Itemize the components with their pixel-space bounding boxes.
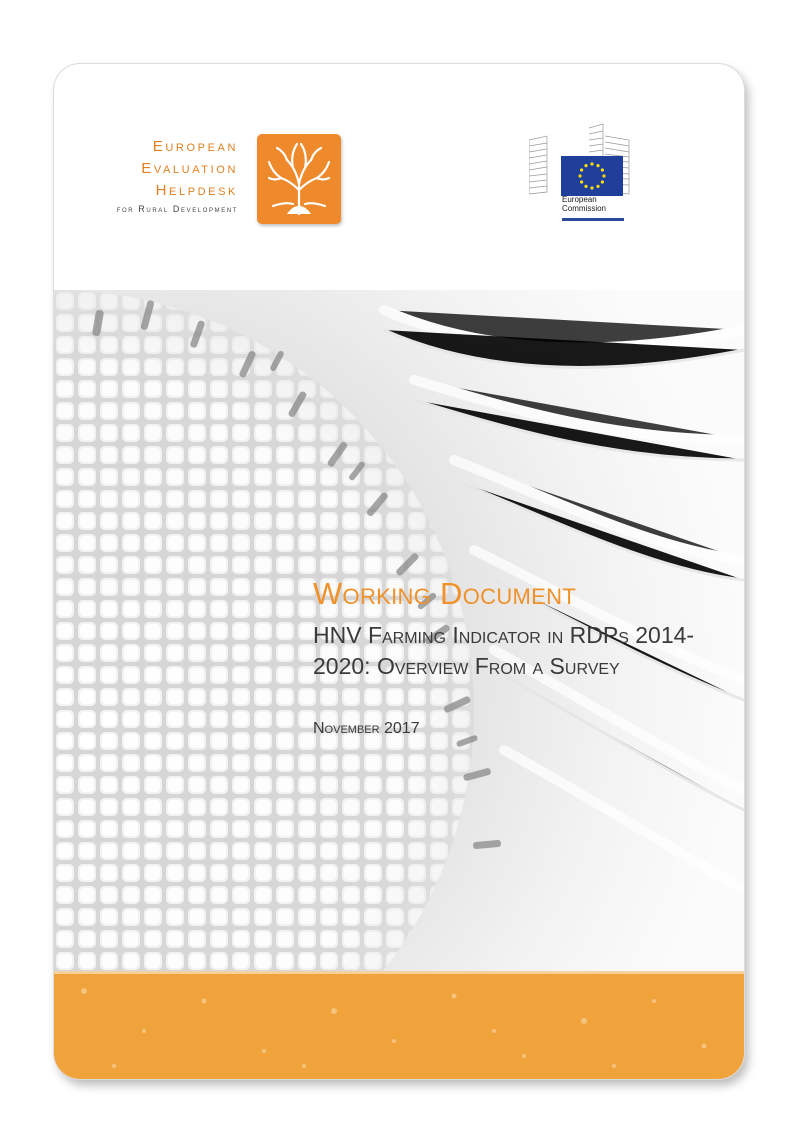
- helpdesk-subline: for Rural Development: [116, 204, 238, 214]
- title-block: [313, 576, 733, 738]
- commission-underline: [562, 218, 624, 221]
- helpdesk-line-3: Helpdesk: [155, 182, 238, 199]
- document-title: HNV Farming Indicator in RDPs 2014-2020: Overview From a Survey: [313, 622, 695, 679]
- helpdesk-logo: [257, 134, 341, 224]
- eu-flag: [561, 156, 623, 196]
- document-type: Working Document: [313, 576, 577, 611]
- helpdesk-wordmark: [141, 136, 238, 202]
- commission-wordmark: [562, 195, 606, 213]
- helpdesk-line-2: Evaluation: [141, 160, 238, 177]
- tree-icon: [257, 134, 341, 224]
- commission-line-2: Commission: [562, 204, 607, 213]
- cover-page: [54, 64, 744, 1079]
- commission-line-1: European: [562, 195, 597, 204]
- document-date: November 2017: [313, 720, 420, 737]
- orange-footer-band: [54, 971, 744, 1079]
- band-texture: [54, 971, 744, 1079]
- helpdesk-line-1: European: [152, 138, 238, 155]
